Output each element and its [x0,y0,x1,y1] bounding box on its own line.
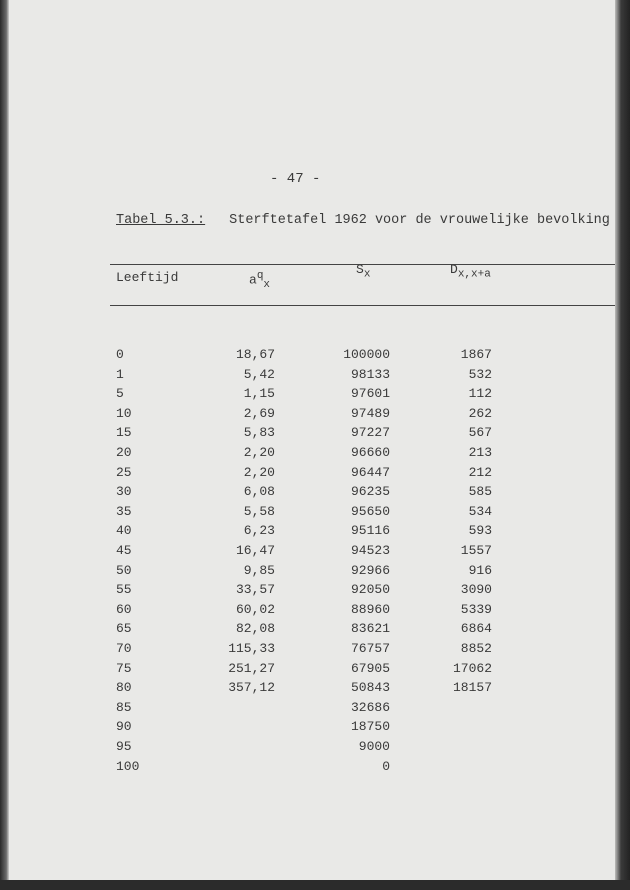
cell-sx: 92966 [350,562,390,578]
cell-aq: 5,83 [243,425,275,441]
cell-aq: 5,42 [243,366,275,382]
cell-aq: 60,02 [235,601,275,617]
cell-dx: 1557 [460,543,492,558]
cell-age: 70 [116,641,132,656]
dx-base: D [450,262,458,277]
table-row [0,582,630,601]
table-row [0,563,630,582]
table-row [0,641,630,660]
table-row [0,386,630,405]
cell-sx: 32686 [350,699,390,715]
cell-dx: 1867 [460,347,492,362]
dx-sub: x,x+a [457,268,491,281]
cell-sx: 88960 [350,601,390,617]
cell-sx: 76757 [350,641,390,656]
cell-sx: 96660 [350,445,390,460]
cell-dx: 916 [468,562,492,578]
table-row [0,739,630,758]
cell-age: 60 [116,601,132,617]
table-row [0,484,630,503]
page-number: - 47 - [270,171,321,187]
cell-age: 100 [116,758,140,774]
table-row [0,759,630,778]
cell-sx: 67905 [350,660,390,676]
cell-age: 0 [116,347,124,362]
table-row [0,621,630,640]
cell-age: 55 [116,582,132,598]
cell-dx: 262 [468,405,492,421]
cell-age: 65 [116,621,132,637]
cell-sx: 97227 [350,425,390,441]
cell-aq: 2,69 [243,405,275,421]
cell-aq: 1,15 [243,386,275,402]
cell-dx: 213 [468,445,492,460]
cell-dx: 567 [468,425,492,441]
cell-aq: 5,58 [243,503,275,519]
cell-sx: 18750 [350,719,390,735]
scan-bottom-edge [0,880,630,890]
cell-dx: 593 [468,523,492,539]
cell-age: 35 [116,503,132,519]
cell-sx: 95650 [350,503,390,519]
table-row [0,700,630,719]
cell-age: 30 [116,484,132,500]
cell-sx: 98133 [350,366,390,382]
cell-age: 20 [116,445,132,460]
cell-sx: 97601 [350,386,390,402]
cell-dx: 112 [468,386,492,402]
cell-dx: 534 [468,503,492,519]
header-aq [249,270,270,291]
cell-sx: 50843 [350,680,390,696]
cell-aq: 6,08 [243,484,275,500]
cell-aq: 2,20 [243,464,275,480]
cell-sx: 0 [382,758,390,774]
cell-sx: 96235 [350,484,390,500]
table-row [0,425,630,444]
table-row [0,504,630,523]
cell-sx: 97489 [350,405,390,421]
cell-age: 75 [116,660,132,676]
cell-dx: 5339 [460,601,492,617]
cell-sx: 100000 [343,347,390,362]
aq-sub: x [263,278,271,291]
cell-age: 25 [116,464,132,480]
cell-aq: 115,33 [228,641,275,656]
cell-age: 80 [116,680,132,696]
table-title [116,213,610,228]
header-sx [356,262,370,281]
table-title-text: Sterftetafel 1962 voor de vrouwelijke bevolking [229,213,610,228]
cell-sx: 92050 [350,582,390,598]
table-row [0,367,630,386]
cell-age: 85 [116,699,132,715]
cell-aq: 357,12 [228,680,275,696]
cell-aq: 2,20 [243,445,275,460]
cell-aq: 6,23 [243,523,275,539]
table-row [0,661,630,680]
cell-age: 95 [116,739,132,754]
sx-sub: x [363,268,371,281]
aq-base: a [249,272,257,288]
cell-sx: 96447 [350,464,390,480]
table-row [0,602,630,621]
table-label: Tabel 5.3.: [116,213,206,228]
table-row [0,445,630,464]
sx-base: S [356,262,364,277]
cell-sx: 94523 [350,543,390,558]
cell-dx: 532 [468,366,492,382]
cell-aq: 251,27 [228,660,275,676]
table-row [0,523,630,542]
table-row [0,543,630,562]
cell-age: 15 [116,425,132,441]
cell-dx: 3090 [460,582,492,598]
cell-age: 10 [116,405,132,421]
cell-dx: 18157 [452,680,492,696]
cell-dx: 17062 [452,660,492,676]
cell-sx: 9000 [358,739,390,754]
cell-sx: 95116 [350,523,390,539]
table-row [0,719,630,738]
cell-aq: 9,85 [243,562,275,578]
header-age: Leeftijd [116,270,179,285]
cell-aq: 18,67 [235,347,275,362]
table-row [0,406,630,425]
header-dx [450,262,491,281]
cell-age: 40 [116,523,132,539]
table-row [0,465,630,484]
table-header-rule [110,305,615,306]
cell-sx: 83621 [350,621,390,637]
table-row [0,347,630,366]
cell-age: 50 [116,562,132,578]
cell-age: 45 [116,543,132,558]
cell-dx: 585 [468,484,492,500]
table-row [0,680,630,699]
cell-age: 5 [116,386,124,402]
cell-age: 90 [116,719,132,735]
cell-aq: 82,08 [235,621,275,637]
aq-sup: q [256,270,264,282]
cell-age: 1 [116,366,124,382]
cell-aq: 33,57 [235,582,275,598]
cell-dx: 212 [468,464,492,480]
cell-aq: 16,47 [235,543,275,558]
cell-dx: 6864 [460,621,492,637]
cell-dx: 8852 [460,641,492,656]
